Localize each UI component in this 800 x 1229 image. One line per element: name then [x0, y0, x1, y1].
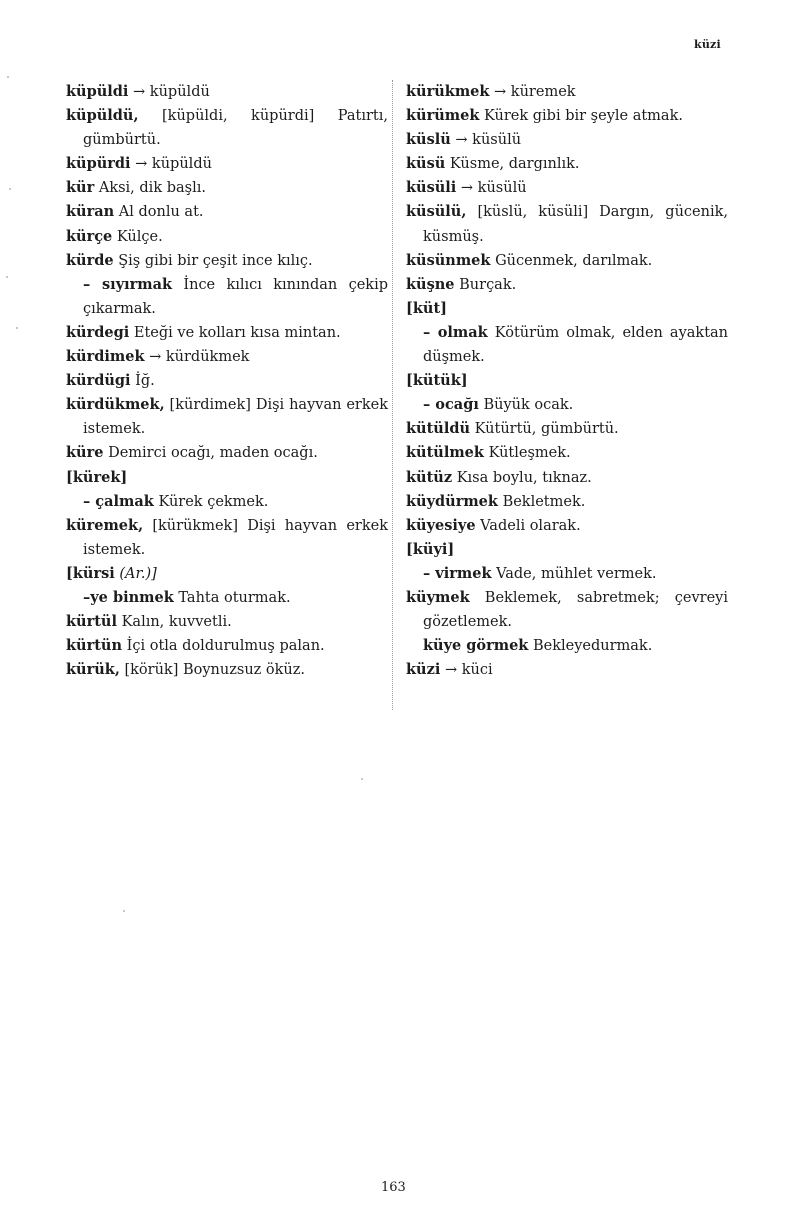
entry-headword: kürtün — [66, 637, 123, 655]
entry-headword: küsünmek — [406, 251, 491, 269]
entry-headword: küpüldü, — [66, 107, 139, 125]
scan-speck — [9, 188, 11, 190]
dictionary-entry — [406, 658, 728, 682]
sub-entry — [406, 393, 728, 417]
entry-definition: [kürdimek] Dişi hayvan erkek istemek. — [83, 397, 389, 438]
entry-definition: Büyük ocak. — [483, 397, 574, 414]
entry-definition: Külçe. — [116, 228, 163, 245]
entry-definition: Eteği ve kolları kısa mintan. — [133, 324, 341, 341]
entry-headword: küyesiye — [406, 516, 476, 534]
entry-headword: kürtül — [66, 613, 117, 631]
dictionary-entry — [66, 441, 388, 465]
entry-headword: kürdegi — [66, 323, 130, 341]
entry-headword: kür — [66, 179, 95, 197]
entry-headword: küsüli — [406, 179, 457, 197]
column-divider — [392, 80, 393, 710]
scan-speck — [7, 76, 9, 78]
entry-definition: → küremek — [494, 84, 576, 100]
dictionary-entry — [406, 490, 728, 514]
entry-definition: Bekleyedurmak. — [532, 638, 653, 655]
sub-entry — [406, 321, 728, 369]
dictionary-entry — [406, 80, 728, 104]
dictionary-entry — [406, 466, 728, 490]
entry-definition: → küpüldü — [135, 156, 212, 173]
entry-headword: küydürmek — [406, 492, 498, 510]
dictionary-entry — [406, 441, 728, 465]
entry-definition: [küslü, küsüli] Dargın, gücenik, küsmüş. — [423, 204, 728, 245]
sub-entry — [406, 634, 728, 658]
entry-definition: → küsülü — [460, 180, 527, 197]
dictionary-entry — [406, 128, 728, 152]
entry-definition: Tahta oturmak. — [178, 589, 291, 606]
running-header: küzi — [694, 38, 721, 51]
entry-headword: küre — [66, 444, 104, 462]
right-column — [406, 80, 728, 682]
entry-definition: Kısa boylu, tıknaz. — [456, 469, 592, 486]
entry-headword: – olmak — [423, 323, 488, 341]
sub-entry — [66, 273, 388, 321]
entry-headword: kürükmek — [406, 83, 490, 100]
entry-headword: kütülmek — [406, 444, 484, 462]
dictionary-entry — [406, 104, 728, 128]
dictionary-entry — [66, 393, 388, 441]
dictionary-entry — [406, 417, 728, 441]
entry-headword: [kürek] — [66, 468, 128, 486]
entry-headword: küpürdi — [66, 155, 131, 173]
entry-definition: Kürek gibi bir şeyle atmak. — [484, 108, 683, 125]
entry-headword: kürde — [66, 251, 114, 269]
entry-definition: Demirci ocağı, maden ocağı. — [108, 445, 318, 462]
entry-headword: kürçe — [66, 227, 113, 245]
entry-headword: küslü — [406, 131, 451, 149]
sub-entry — [406, 562, 728, 586]
entry-definition: Al donlu at. — [118, 204, 204, 221]
dictionary-entry — [406, 200, 728, 248]
dictionary-entry — [66, 249, 388, 273]
scan-speck — [123, 910, 125, 912]
entry-headword: kütüldü — [406, 420, 471, 438]
entry-headword: [kütük] — [406, 372, 468, 390]
dictionary-entry — [66, 369, 388, 393]
scan-speck — [361, 778, 363, 780]
entry-headword: küşne — [406, 275, 455, 293]
sub-entry — [66, 586, 388, 610]
left-column — [66, 80, 388, 682]
scan-speck — [16, 327, 18, 329]
entry-definition: İçi otla doldurulmuş palan. — [126, 638, 325, 655]
entry-definition: Aksi, dik başlı. — [98, 180, 206, 197]
entry-definition: Küsme, dargınlık. — [449, 156, 580, 173]
entry-headword: [kürsi — [66, 564, 115, 582]
dictionary-entry — [66, 610, 388, 634]
entry-headword: küzi — [406, 661, 441, 679]
dictionary-entry — [66, 562, 388, 586]
entry-headword: kürdükmek, — [66, 396, 165, 414]
entry-definition: Şiş gibi bir çeşit ince kılıç. — [118, 252, 313, 269]
dictionary-entry — [66, 80, 388, 104]
entry-headword: – çalmak — [83, 492, 154, 510]
entry-definition: Vadeli olarak. — [480, 517, 581, 534]
dictionary-entry — [406, 586, 728, 634]
entry-definition: Kütleşmek. — [488, 445, 571, 462]
dictionary-entry — [66, 104, 388, 152]
dictionary-entry — [406, 249, 728, 273]
entry-definition: Burçak. — [459, 276, 517, 293]
entry-headword: –ye binmek — [83, 588, 174, 606]
dictionary-entry — [406, 538, 728, 562]
entry-headword: – virmek — [423, 564, 492, 582]
entry-definition: Kütürtü, gümbürtü. — [474, 421, 619, 438]
entry-definition: → kürdükmek — [149, 349, 250, 366]
dictionary-entry — [406, 273, 728, 297]
entry-definition: Bekletmek. — [502, 493, 586, 510]
entry-definition: [kürükmek] Dişi hayvan erkek istemek. — [83, 517, 388, 558]
dictionary-entry — [66, 514, 388, 562]
entry-definition: Gücenmek, darılmak. — [495, 252, 653, 269]
entry-definition: Vade, mühlet vermek. — [496, 565, 657, 582]
entry-headword: kürümek — [406, 107, 480, 125]
dictionary-entry — [406, 176, 728, 200]
entry-headword: [küyi] — [406, 540, 455, 558]
dictionary-entry — [406, 369, 728, 393]
dictionary-entry — [66, 321, 388, 345]
entry-definition: Kürek çekmek. — [158, 493, 269, 510]
entry-definition: [küpüldi, küpürdi] Patırtı, gümbürtü. — [83, 108, 388, 149]
entry-headword: – sıyırmak — [83, 275, 173, 293]
dictionary-entry — [66, 225, 388, 249]
entry-headword: kürdügi — [66, 372, 131, 390]
entry-definition: İğ. — [135, 373, 155, 390]
entry-definition: Kalın, kuvvetli. — [121, 614, 232, 631]
dictionary-entry — [406, 514, 728, 538]
entry-headword: küsülü, — [406, 203, 467, 221]
entry-definition: (Ar.)] — [119, 565, 157, 582]
entry-definition: → küci — [444, 662, 493, 679]
dictionary-entry — [66, 634, 388, 658]
entry-definition: İnce kılıcı kınından çekip çıkarmak. — [83, 276, 388, 317]
entry-headword: kürük, — [66, 661, 120, 679]
entry-definition: → küpüldü — [133, 84, 210, 100]
dictionary-entry — [66, 345, 388, 369]
dictionary-entry — [406, 297, 728, 321]
entry-headword: küpüldi — [66, 83, 129, 100]
entry-headword: [küt] — [406, 299, 448, 317]
entry-definition: → küsülü — [455, 132, 522, 149]
entry-definition: Beklemek, sabretmek; çevreyi gözetlemek. — [423, 589, 729, 631]
entry-definition: Kötürüm olmak, elden ayaktan düşmek. — [423, 324, 729, 366]
dictionary-entry — [66, 466, 388, 490]
entry-headword: kürdimek — [66, 348, 145, 366]
page-number: 163 — [381, 1180, 406, 1195]
entry-definition: [körük] Boynuzsuz öküz. — [124, 662, 306, 679]
entry-headword: küye görmek — [423, 637, 529, 655]
entry-headword: – ocağı — [423, 396, 479, 414]
sub-entry — [66, 490, 388, 514]
entry-headword: kütüz — [406, 468, 453, 486]
entry-headword: küremek, — [66, 516, 144, 534]
dictionary-entry — [66, 658, 388, 682]
dictionary-entry — [406, 152, 728, 176]
dictionary-entry — [66, 176, 388, 200]
dictionary-entry — [66, 200, 388, 224]
scan-speck — [6, 276, 8, 278]
entry-headword: küymek — [406, 588, 470, 606]
entry-headword: küran — [66, 203, 115, 221]
dictionary-entry — [66, 152, 388, 176]
entry-headword: küsü — [406, 155, 446, 173]
